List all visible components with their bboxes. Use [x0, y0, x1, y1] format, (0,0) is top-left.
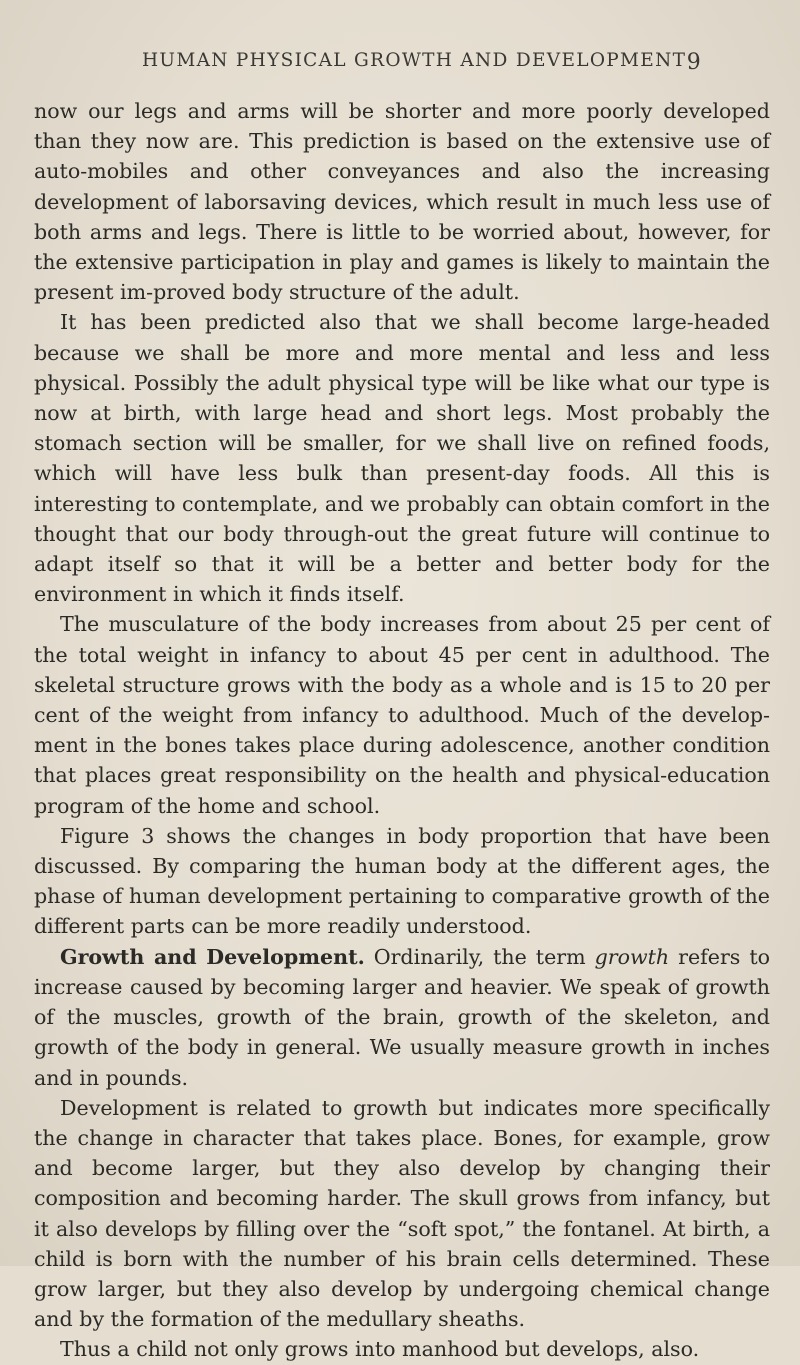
paragraph: Development is related to growth but indicates more specifically the change in character that takes place. Bones, for example, grow and become larger, but they also develop by changing their composition and becoming harder. The skull grows from infancy, but it also develops by filling over the “soft spot,” the fontanel. At birth, a child is born with the number of his brain cells determined. These grow larger, but they also develop by undergoing chemical change and by the formation of the medullary sheaths.	[34, 1095, 770, 1332]
paragraph-text: refers to increase caused by becoming larger and heavier. We speak of growth of the muscles, growth of the brain, growth of the skeleton, and growth of the body in general. We usually measure growth in inches and in pounds.	[34, 944, 770, 1090]
running-head	[142, 50, 702, 80]
body-text	[34, 96, 770, 1365]
paragraph-growth-and-development	[34, 942, 770, 1093]
running-title: HUMAN PHYSICAL GROWTH AND DEVELOPMENT	[142, 50, 687, 71]
paragraph: Thus a child not only grows into manhood but develops, also.	[60, 1337, 700, 1362]
page-number: 9	[686, 50, 702, 75]
paragraph: now our legs and arms will be shorter and more poorly developed than they now are. This prediction is based on the extensive use of auto-mobiles and other conveyances and also the increasing development of laborsaving devices, which result in much less use of both arms and legs. There is little to be worried about, however, for the extensive participation in play and games is likely to maintain the present im-proved body structure of the adult.	[34, 99, 770, 305]
paragraph: It has been predicted also that we shall become large-headed because we shall be more and more mental and less and less physical. Possibly the adult physical type will be like what our type is now at birth, with large head and short legs. Most probably the stomach section will be smaller, for we shall live on refined foods, which will have less bulk than present-day foods. All this is interesting to contemplate, and we probably can obtain comfort in the thought that our body through-out the great future will continue to adapt itself so that it will be a better and better body for the environment in which it finds itself.	[34, 310, 770, 607]
paragraph-text: Ordinarily, the term	[364, 944, 595, 969]
paragraph: Figure 3 shows the changes in body proportion that have been discussed. By comparing the human body at the different ages, the phase of human development pertaining to comparative growth of the different parts can be more readily understood.	[34, 823, 770, 939]
section-run-in-heading: Growth and Development.	[60, 944, 365, 969]
paragraph: The musculature of the body increases from about 25 per cent of the total weight in infancy to about 45 per cent in adulthood. The skeletal structure grows with the body as a whole and is 15 to 20 per cent of the weight from infancy to adulthood. Much of the develop-ment in the bones takes place during adolescence, another condition that places great responsibility on the health and physical-education program of the home and school.	[34, 612, 770, 818]
emphasized-term: growth	[594, 944, 670, 969]
